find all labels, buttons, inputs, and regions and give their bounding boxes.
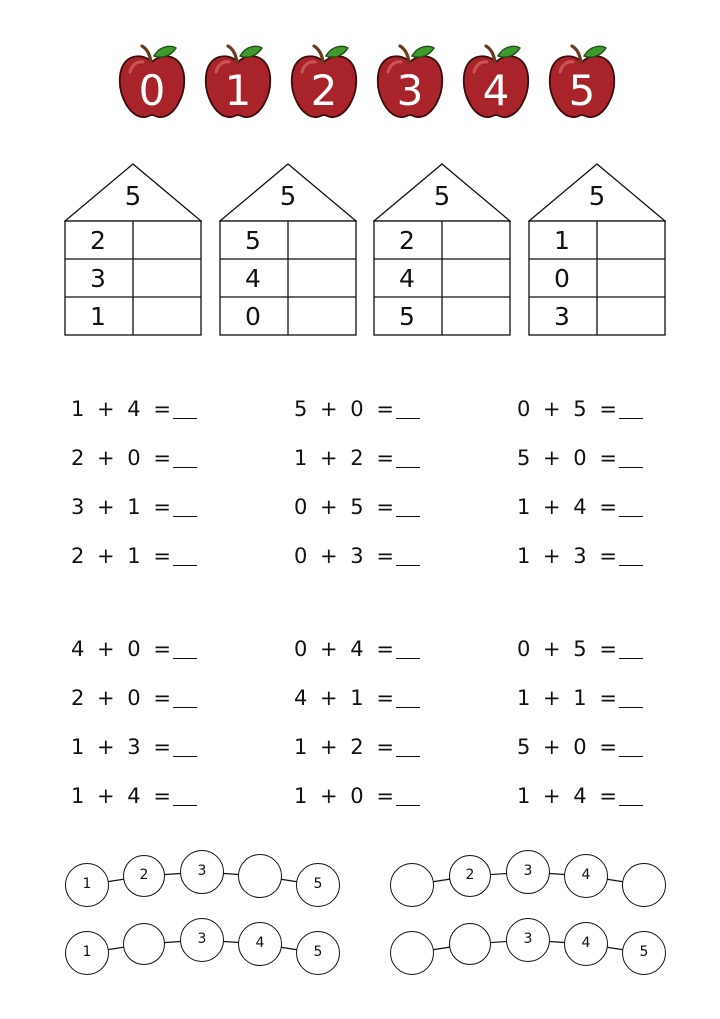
- equation-text: 0 + 5 =: [294, 495, 394, 519]
- house-part-given: 0: [554, 264, 570, 293]
- bead-empty[interactable]: [123, 923, 165, 965]
- bead-number: 1: [65, 863, 109, 907]
- equation-text: 0 + 4 =: [294, 637, 394, 661]
- equation-text: 2 + 0 =: [71, 446, 171, 470]
- bead-number: 5: [296, 931, 340, 975]
- house-total: 5: [588, 182, 606, 212]
- equation-text: 4 + 0 =: [71, 637, 171, 661]
- equation-text: 2 + 1 =: [71, 544, 171, 568]
- house-part-given: 3: [554, 302, 570, 331]
- bead-empty[interactable]: [238, 854, 282, 898]
- bead-number: 3: [180, 850, 224, 894]
- equation-text: 1 + 2 =: [294, 446, 394, 470]
- bead-number: 5: [622, 931, 666, 975]
- equation-text: 5 + 0 =: [294, 397, 394, 421]
- equation-text: 1 + 4 =: [71, 397, 171, 421]
- equation-text: 1 + 4 =: [517, 495, 617, 519]
- bead-number: 4: [564, 854, 608, 898]
- house-part-given: 4: [245, 264, 261, 293]
- apple-number: 4: [482, 66, 510, 115]
- equation-text: 0 + 5 =: [517, 397, 617, 421]
- house-part-given: 2: [399, 226, 415, 255]
- equation-text: 5 + 0 =: [517, 735, 617, 759]
- house-part-given: 4: [399, 264, 415, 293]
- bead-number: 3: [180, 918, 224, 962]
- house-part-given: 1: [554, 226, 570, 255]
- equation-text: 1 + 0 =: [294, 784, 394, 808]
- bead-number: 5: [296, 863, 340, 907]
- equation-text: 1 + 3 =: [71, 735, 171, 759]
- equation-text: 1 + 1 =: [517, 686, 617, 710]
- bead-number: 2: [449, 855, 491, 897]
- bead-empty[interactable]: [390, 863, 434, 907]
- equation-text: 1 + 3 =: [517, 544, 617, 568]
- bead-number: 3: [506, 850, 550, 894]
- house-part-given: 3: [90, 264, 106, 293]
- house-part-given: 2: [90, 226, 106, 255]
- apple-number: 0: [138, 66, 166, 115]
- bead-empty[interactable]: [622, 863, 666, 907]
- equation-text: 0 + 3 =: [294, 544, 394, 568]
- bead-number: 2: [123, 855, 165, 897]
- house-total: 5: [433, 182, 451, 212]
- equation-text: 1 + 4 =: [517, 784, 617, 808]
- bead-number: 3: [506, 918, 550, 962]
- house-part-given: 1: [90, 302, 106, 331]
- house-total: 5: [279, 182, 297, 212]
- equation-text: 5 + 0 =: [517, 446, 617, 470]
- bead-empty[interactable]: [449, 923, 491, 965]
- house-total: 5: [124, 182, 142, 212]
- equation-text: 3 + 1 =: [71, 495, 171, 519]
- house-part-given: 0: [245, 302, 261, 331]
- bead-number: 4: [564, 922, 608, 966]
- bead-empty[interactable]: [390, 931, 434, 975]
- apple-number: 5: [568, 66, 596, 115]
- equation-text: 4 + 1 =: [294, 686, 394, 710]
- equation-text: 0 + 5 =: [517, 637, 617, 661]
- bead-number: 4: [238, 922, 282, 966]
- house-part-given: 5: [245, 226, 261, 255]
- apple-number: 1: [224, 66, 252, 115]
- bead-number: 1: [65, 931, 109, 975]
- house-part-given: 5: [399, 302, 415, 331]
- apple-number: 2: [310, 66, 338, 115]
- apple-number: 3: [396, 66, 424, 115]
- equation-text: 1 + 2 =: [294, 735, 394, 759]
- equation-text: 2 + 0 =: [71, 686, 171, 710]
- equation-text: 1 + 4 =: [71, 784, 171, 808]
